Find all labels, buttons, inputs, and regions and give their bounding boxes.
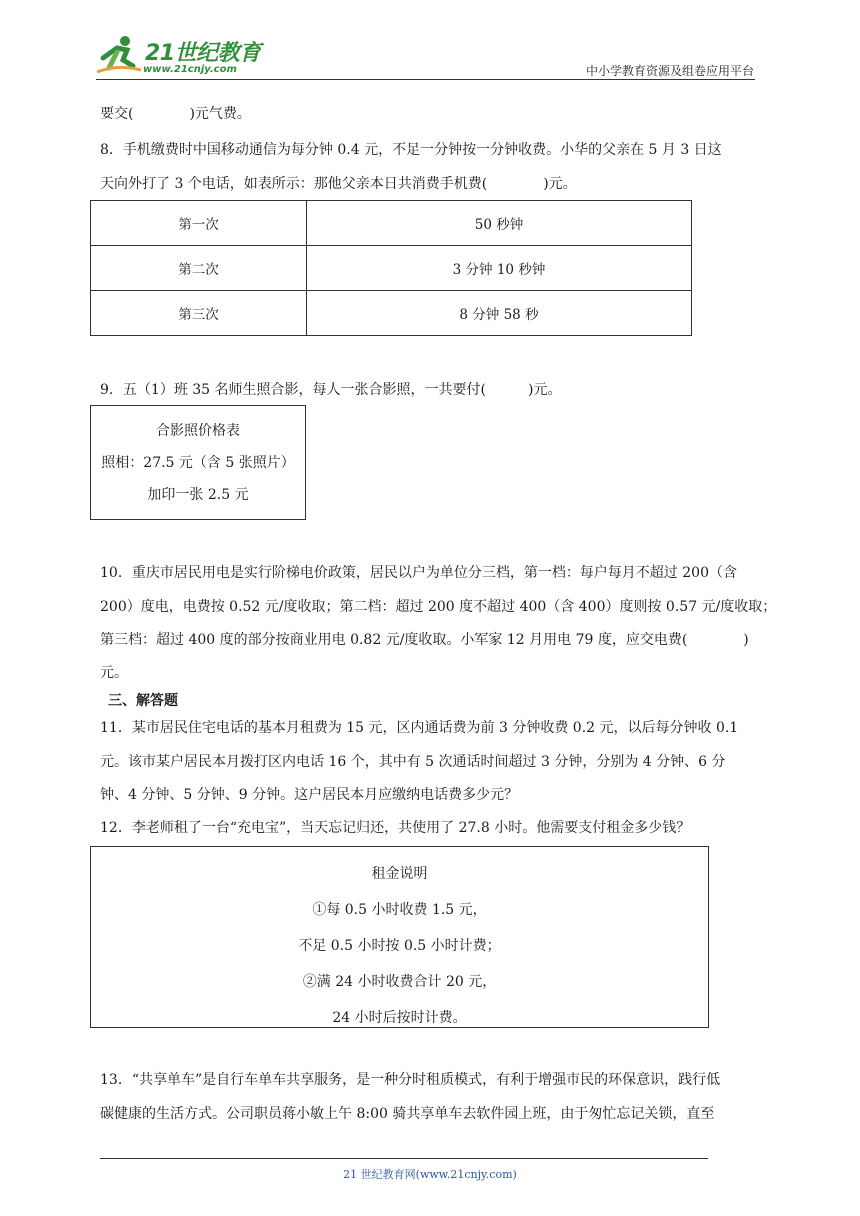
rental-rule-line: 不足 0.5 小时按 0.5 小时计费； <box>298 938 501 954</box>
platform-title: 中小学教育资源及组卷应用平台 <box>585 64 754 78</box>
question-11-line-1: 11．某市居民住宅电话的基本月租费为 15 元，区内通话费为前 3 分钟收费 0.2 元，以后每分钟收 0.1 <box>100 720 739 736</box>
price-box-title: 合影照价格表 <box>156 423 240 439</box>
table-row <box>91 246 692 291</box>
table-row <box>91 291 692 336</box>
question-7-tail: 要交( )元气费。 <box>100 106 251 122</box>
runner-logo-icon <box>95 34 143 78</box>
call-label: 第一次 <box>91 201 307 246</box>
rental-rule-line: ①每 0.5 小时收费 1.5 元， <box>312 902 487 918</box>
table-row <box>91 201 692 246</box>
question-10-line-1: 10．重庆市居民用电是实行阶梯电价政策，居民以户为单位分三档，第一档：每户每月不超过 200（含 <box>100 565 737 581</box>
site-logo <box>95 34 265 80</box>
footer-link[interactable]: 21 世纪教育网(www.21cnjy.com) <box>343 1168 517 1181</box>
call-duration: 50 秒钟 <box>307 201 692 246</box>
logo-name: 21世纪教育 <box>145 41 261 66</box>
question-10-line-3: 第三档：超过 400 度的部分按商业用电 0.82 元/度收取。小军家 12 月用电 79 度，应交电费( ) <box>100 632 749 648</box>
footer-divider <box>100 1158 708 1159</box>
question-8-line-1: 8．手机缴费时中国移动通信为每分钟 0.4 元，不足一分钟按一分钟收费。小华的父亲在 5 月 3 日这 <box>100 142 722 158</box>
question-10-line-4: 元。 <box>100 665 128 681</box>
call-duration: 3 分钟 10 秒钟 <box>307 246 692 291</box>
photo-price-box <box>90 405 306 520</box>
price-box-line: 加印一张 2.5 元 <box>147 487 249 503</box>
price-box-line: 照相：27.5 元（含 5 张照片） <box>101 455 295 471</box>
section-heading: 三、解答题 <box>108 693 178 709</box>
logo-url: www.21cnjy.com <box>143 64 237 75</box>
question-10-line-2: 200）度电，电费按 0.52 元/度收取；第二档：超过 200 度不超过 400（含 400）度则按 0.57 元/度收取； <box>100 599 777 615</box>
header-divider <box>96 79 755 80</box>
rental-rule-line: ②满 24 小时收费合计 20 元， <box>302 974 497 990</box>
question-9-line-1: 9．五（1）班 35 名师生照合影，每人一张合影照，一共要付( )元。 <box>100 382 562 398</box>
rental-rule-line: 24 小时后按时计费。 <box>332 1010 467 1026</box>
question-13-line-2: 碳健康的生活方式。公司职员蒋小敏上午 8:00 骑共享单车去软件园上班，由于匆忙忘记关锁，直至 <box>100 1106 715 1122</box>
question-11-line-3: 钟、4 分钟、5 分钟、9 分钟。这户居民本月应缴纳电话费多少元？ <box>100 787 519 803</box>
call-duration-table <box>90 200 692 336</box>
call-label: 第三次 <box>91 291 307 336</box>
question-11-line-2: 元。该市某户居民本月拨打区内电话 16 个，其中有 5 次通话时间超过 3 分钟，分别为 4 分钟、6 分 <box>100 754 726 770</box>
rental-rules-box <box>90 846 709 1028</box>
rental-rules-title: 租金说明 <box>371 866 428 882</box>
question-13-line-1: 13．“共享单车”是自行车单车共享服务，是一种分时租质模式，有利于增强市民的环保意识，践行低 <box>100 1072 721 1088</box>
question-8-line-2: 天向外打了 3 个电话，如表所示：那他父亲本日共消费手机费( )元。 <box>100 176 577 192</box>
call-duration: 8 分钟 58 秒 <box>307 291 692 336</box>
question-12-line-1: 12．李老师租了一台“充电宝”，当天忘记归还，共使用了 27.8 小时。他需要支付租金多少钱？ <box>100 820 691 836</box>
call-label: 第二次 <box>91 246 307 291</box>
